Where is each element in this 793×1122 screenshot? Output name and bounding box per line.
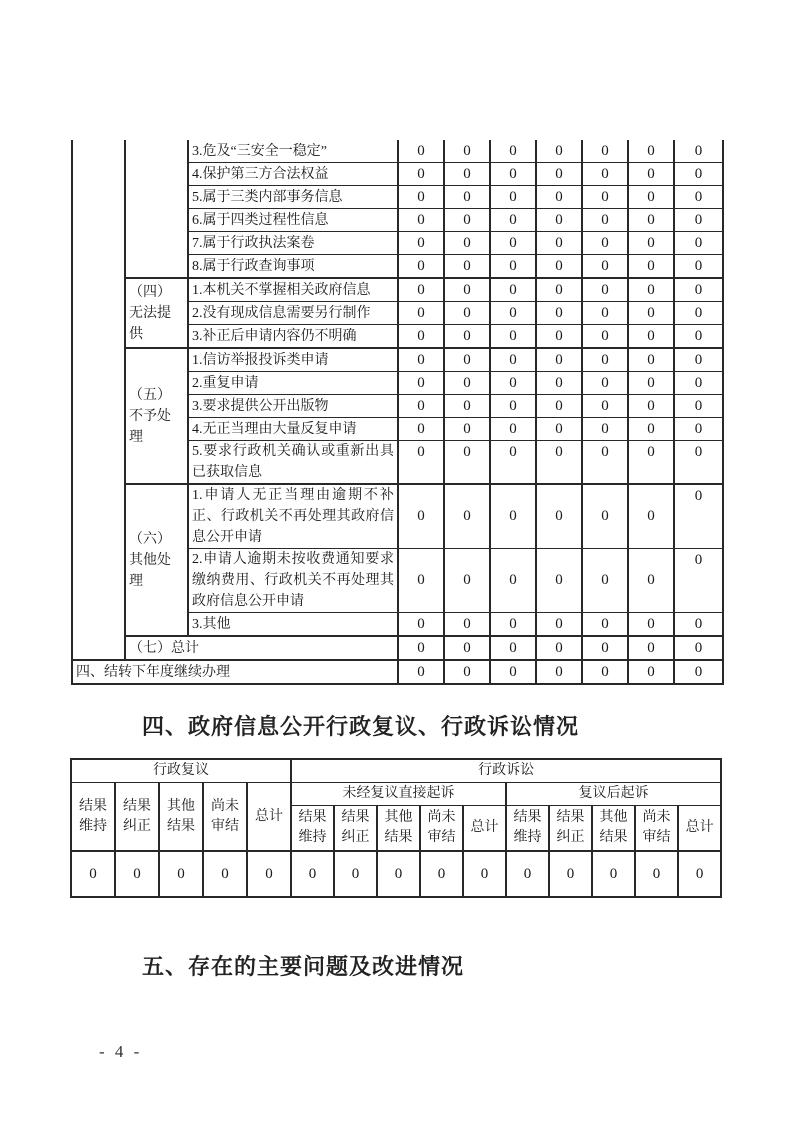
value-cell: 0 [398, 660, 444, 684]
value-cell: 0 [582, 302, 628, 325]
value-cell: 0 [635, 851, 678, 897]
value-cell: 0 [398, 302, 444, 325]
value-cell: 0 [536, 232, 582, 255]
value-cell: 0 [398, 278, 444, 302]
value-cell: 0 [444, 613, 490, 637]
value-cell: 0 [291, 851, 334, 897]
category-cell: （六）其他处理 [125, 484, 188, 636]
table-row [72, 140, 723, 163]
value-cell: 0 [536, 325, 582, 349]
value-cell: 0 [582, 395, 628, 418]
value-cell: 0 [674, 484, 723, 549]
value-cell: 0 [674, 372, 723, 395]
value-cell: 0 [377, 851, 420, 897]
value-cell: 0 [628, 613, 674, 637]
litigation-subheader-cell: 其他结果 [592, 806, 635, 852]
value-cell: 0 [628, 186, 674, 209]
value-cell: 0 [582, 325, 628, 349]
litigation-subheader-cell: 总计 [463, 806, 506, 852]
value-cell: 0 [444, 302, 490, 325]
value-cell: 0 [582, 348, 628, 372]
value-cell: 0 [490, 484, 536, 549]
value-cell: 0 [674, 302, 723, 325]
row-label-cell: 3.危及“三安全一稳定” [188, 140, 398, 163]
row-label-cell: 1.信访举报投诉类申请 [188, 348, 398, 372]
value-cell: 0 [506, 851, 549, 897]
value-cell: 0 [398, 348, 444, 372]
value-cell: 0 [398, 484, 444, 549]
value-cell: 0 [582, 140, 628, 163]
value-cell: 0 [628, 372, 674, 395]
value-cell: 0 [536, 186, 582, 209]
row-label-cell: 3.其他 [188, 613, 398, 637]
value-cell: 0 [674, 613, 723, 637]
value-cell: 0 [582, 418, 628, 441]
value-cell: 0 [444, 395, 490, 418]
value-cell: 0 [582, 186, 628, 209]
row-label-cell: 3.补正后申请内容仍不明确 [188, 325, 398, 349]
litigation-header-cell: 行政诉讼 [291, 759, 721, 783]
value-cell: 0 [490, 372, 536, 395]
value-cell: 0 [674, 549, 723, 613]
category-cell [125, 140, 188, 278]
table-row [71, 759, 721, 783]
value-cell: 0 [536, 395, 582, 418]
value-cell: 0 [490, 232, 536, 255]
value-cell: 0 [463, 851, 506, 897]
value-cell: 0 [490, 348, 536, 372]
value-cell: 0 [490, 325, 536, 349]
value-cell: 0 [490, 660, 536, 684]
value-cell: 0 [582, 255, 628, 279]
section4-title: 四、政府信息公开行政复议、行政诉讼情况 [142, 714, 580, 739]
value-cell: 0 [536, 484, 582, 549]
row-label-cell: 1.申请人无正当理由逾期不补正、行政机关不再处理其政府信息公开申请 [188, 484, 398, 549]
value-cell: 0 [674, 348, 723, 372]
value-cell: 0 [115, 851, 159, 897]
value-cell: 0 [444, 549, 490, 613]
left-spanner-cell [72, 140, 125, 660]
value-cell: 0 [490, 278, 536, 302]
litigation-subheader-cell: 其他结果 [377, 806, 420, 852]
value-cell: 0 [536, 348, 582, 372]
value-cell: 0 [398, 372, 444, 395]
row-label-cell: 5.要求行政机关确认或重新出具已获取信息 [188, 441, 398, 485]
row-label-cell: 1.本机关不掌握相关政府信息 [188, 278, 398, 302]
value-cell: 0 [398, 636, 444, 660]
value-cell: 0 [536, 278, 582, 302]
value-cell: 0 [536, 549, 582, 613]
review-subheader-cell: 其他结果 [159, 783, 203, 852]
row-label-cell: 2.没有现成信息需要另行制作 [188, 302, 398, 325]
value-cell: 0 [582, 278, 628, 302]
value-cell: 0 [628, 209, 674, 232]
table-row [71, 851, 721, 897]
value-cell: 0 [582, 372, 628, 395]
direct-suit-header-cell: 未经复议直接起诉 [291, 783, 506, 806]
value-cell: 0 [490, 209, 536, 232]
value-cell: 0 [444, 325, 490, 349]
value-cell: 0 [444, 209, 490, 232]
carryover-row [72, 660, 723, 684]
value-cell: 0 [536, 660, 582, 684]
value-cell: 0 [582, 232, 628, 255]
value-cell: 0 [536, 418, 582, 441]
value-cell: 0 [444, 484, 490, 549]
value-cell: 0 [674, 636, 723, 660]
section5-title: 五、存在的主要问题及改进情况 [142, 954, 465, 979]
value-cell: 0 [674, 418, 723, 441]
litigation-subheader-cell: 结果维持 [506, 806, 549, 852]
value-cell: 0 [159, 851, 203, 897]
value-cell: 0 [490, 636, 536, 660]
value-cell: 0 [490, 140, 536, 163]
value-cell: 0 [536, 302, 582, 325]
value-cell: 0 [582, 636, 628, 660]
value-cell: 0 [398, 209, 444, 232]
value-cell: 0 [490, 441, 536, 485]
value-cell: 0 [490, 302, 536, 325]
value-cell: 0 [628, 348, 674, 372]
table-row [71, 783, 721, 806]
value-cell: 0 [628, 140, 674, 163]
value-cell: 0 [628, 549, 674, 613]
value-cell: 0 [490, 163, 536, 186]
value-cell: 0 [398, 418, 444, 441]
value-cell: 0 [334, 851, 377, 897]
value-cell: 0 [536, 441, 582, 485]
value-cell: 0 [582, 660, 628, 684]
value-cell: 0 [674, 255, 723, 279]
review-subheader-cell: 总计 [247, 783, 291, 852]
value-cell: 0 [536, 372, 582, 395]
carryover-label-cell: 四、结转下年度继续办理 [72, 660, 398, 684]
value-cell: 0 [444, 163, 490, 186]
value-cell: 0 [674, 278, 723, 302]
value-cell: 0 [628, 163, 674, 186]
value-cell: 0 [490, 418, 536, 441]
application-results-table [71, 140, 724, 685]
value-cell: 0 [420, 851, 463, 897]
value-cell: 0 [536, 140, 582, 163]
litigation-subheader-cell: 总计 [678, 806, 721, 852]
value-cell: 0 [674, 232, 723, 255]
total-row [72, 636, 723, 660]
row-label-cell: 4.保护第三方合法权益 [188, 163, 398, 186]
value-cell: 0 [674, 325, 723, 349]
litigation-subheader-cell: 结果纠正 [549, 806, 592, 852]
value-cell: 0 [674, 140, 723, 163]
value-cell: 0 [549, 851, 592, 897]
review-litigation-table [70, 758, 722, 898]
value-cell: 0 [444, 418, 490, 441]
value-cell: 0 [628, 278, 674, 302]
value-cell: 0 [674, 209, 723, 232]
value-cell: 0 [582, 209, 628, 232]
value-cell: 0 [674, 441, 723, 485]
litigation-subheader-cell: 尚未审结 [420, 806, 463, 852]
row-label-cell: 4.无正当理由大量反复申请 [188, 418, 398, 441]
value-cell: 0 [398, 186, 444, 209]
value-cell: 0 [628, 255, 674, 279]
value-cell: 0 [444, 636, 490, 660]
value-cell: 0 [398, 395, 444, 418]
value-cell: 0 [490, 395, 536, 418]
category-cell: （四）无法提供 [125, 278, 188, 348]
value-cell: 0 [490, 255, 536, 279]
value-cell: 0 [444, 186, 490, 209]
value-cell: 0 [674, 163, 723, 186]
value-cell: 0 [398, 163, 444, 186]
row-label-cell: 6.属于四类过程性信息 [188, 209, 398, 232]
value-cell: 0 [490, 613, 536, 637]
value-cell: 0 [398, 613, 444, 637]
value-cell: 0 [398, 140, 444, 163]
value-cell: 0 [490, 186, 536, 209]
value-cell: 0 [674, 660, 723, 684]
results-table-body [72, 140, 723, 684]
litigation-subheader-cell: 结果维持 [291, 806, 334, 852]
value-cell: 0 [628, 636, 674, 660]
value-cell: 0 [582, 484, 628, 549]
value-cell: 0 [444, 441, 490, 485]
review-header-cell: 行政复议 [71, 759, 291, 783]
value-cell: 0 [444, 348, 490, 372]
value-cell: 0 [628, 395, 674, 418]
row-label-cell: 5.属于三类内部事务信息 [188, 186, 398, 209]
value-cell: 0 [628, 418, 674, 441]
value-cell: 0 [444, 660, 490, 684]
value-cell: 0 [444, 372, 490, 395]
value-cell: 0 [582, 441, 628, 485]
value-cell: 0 [582, 613, 628, 637]
value-cell: 0 [628, 441, 674, 485]
review-subheader-cell: 结果纠正 [115, 783, 159, 852]
value-cell: 0 [247, 851, 291, 897]
litigation-subheader-cell: 结果纠正 [334, 806, 377, 852]
value-cell: 0 [536, 636, 582, 660]
value-cell: 0 [536, 163, 582, 186]
value-cell: 0 [490, 549, 536, 613]
value-cell: 0 [536, 209, 582, 232]
value-cell: 0 [628, 484, 674, 549]
value-cell: 0 [536, 613, 582, 637]
row-label-cell: 7.属于行政执法案卷 [188, 232, 398, 255]
value-cell: 0 [71, 851, 115, 897]
value-cell: 0 [536, 255, 582, 279]
value-cell: 0 [398, 441, 444, 485]
value-cell: 0 [444, 140, 490, 163]
row-label-cell: 3.要求提供公开出版物 [188, 395, 398, 418]
value-cell: 0 [678, 851, 721, 897]
value-cell: 0 [203, 851, 247, 897]
value-cell: 0 [444, 278, 490, 302]
value-cell: 0 [398, 232, 444, 255]
value-cell: 0 [398, 549, 444, 613]
row-label-cell: 2.申请人逾期未按收费通知要求缴纳费用、行政机关不再处理其政府信息公开申请 [188, 549, 398, 613]
table-row [72, 278, 723, 302]
review-subheader-cell: 尚未审结 [203, 783, 247, 852]
review-subheader-cell: 结果维持 [71, 783, 115, 852]
value-cell: 0 [674, 186, 723, 209]
row-label-cell: 8.属于行政查询事项 [188, 255, 398, 279]
table-row [72, 348, 723, 372]
value-cell: 0 [628, 325, 674, 349]
value-cell: 0 [582, 549, 628, 613]
page-number: - 4 - [99, 1042, 143, 1061]
value-cell: 0 [582, 163, 628, 186]
category-cell: （五）不予处理 [125, 348, 188, 484]
table-row [72, 484, 723, 549]
value-cell: 0 [674, 395, 723, 418]
total-label-cell: （七）总计 [125, 636, 398, 660]
value-cell: 0 [628, 302, 674, 325]
value-cell: 0 [592, 851, 635, 897]
value-cell: 0 [444, 255, 490, 279]
value-cell: 0 [628, 232, 674, 255]
row-label-cell: 2.重复申请 [188, 372, 398, 395]
value-cell: 0 [398, 325, 444, 349]
value-cell: 0 [628, 660, 674, 684]
after-review-suit-header-cell: 复议后起诉 [506, 783, 721, 806]
value-cell: 0 [444, 232, 490, 255]
value-cell: 0 [398, 255, 444, 279]
litigation-subheader-cell: 尚未审结 [635, 806, 678, 852]
